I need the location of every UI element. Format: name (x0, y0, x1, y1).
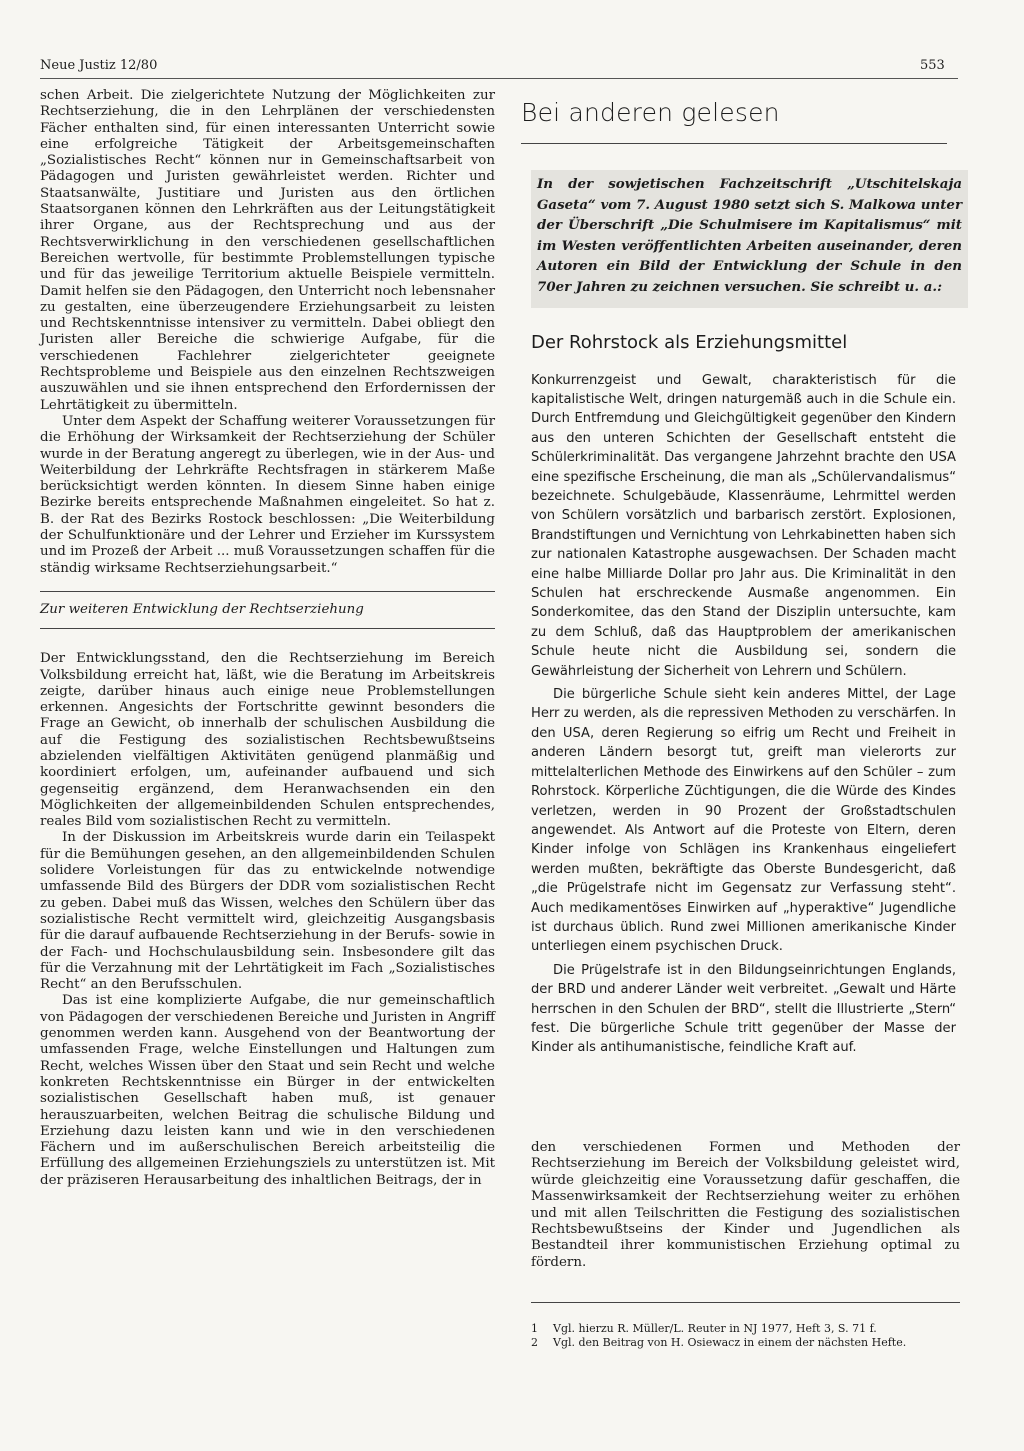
footnote-text: Vgl. den Beitrag von H. Osiewacz in einem der nächsten Hefte. (553, 1336, 907, 1349)
quote-paragraph: Die bürgerliche Schule sieht kein anderes Mittel, der Lage Herr zu werden, als die repressiven Methoden zu verschärfen. In den USA, deren Regierung so eifrig um Recht und Freiheit in anderen Ländern besorgt tut, greift man vielerorts zur mittelalterlichen Methode des Einwirkens auf den Schüler – zum Rohrstock. Körperliche Züchtigungen, die die Würde des Kindes verletzen, werden in 90 Prozent der Großstadtschulen angewendet. Als Antwort auf die Proteste von Eltern, deren Kinder infolge von Schlägen ins Krankenhaus eingeliefert werden mußten, bekräftigte das Oberste Bundesgericht, daß „die Prügelstrafe nicht im Gegensatz zur Verfassung steht“. Auch medikamentöses Einwirken auf „hyperaktive“ Jugendliche ist durchaus üblich. Rund zwei Millionen amerikanische Kinder unterliegen einem psychischen Druck. (531, 687, 956, 955)
body-paragraph: Unter dem Aspekt der Schaffung weiterer Voraussetzungen für die Erhöhung der Wirksamkeit der Rechtserziehung der Schüler wurde in der Beratung angeregt zu überlegen, wie in der Aus- und Weiterbildung der Lehrkräfte Rechtsfragen in stärkerem Maße berücksichtigt werden könnten. In diesem Sinne haben einige Bezirke bereits entsprechende Maßnahmen eingeleitet. So hat z. B. der Rat des Bezirks Rostock beschlossen: „Die Weiterbildung der Schulfunktionäre und der Lehrer und Erzieher im Kurssystem und im Prozeß der Arbeit ... muß Voraussetzungen schaffen für die ständig wirksame Rechtserziehungsarbeit.“ (40, 413, 495, 576)
quoted-article (531, 371, 956, 1058)
footnote-number: 2 (531, 1336, 538, 1349)
body-paragraph: den verschiedenen Formen und Methoden der Rechtserziehung im Bereich der Volksbildung geleistet wird, würde gleichzeitig eine Voraussetzung dafür geschaffen, die Massenwirksamkeit der Rechtserziehung weiter zu erhöhen und mit allen Teilschritten die Festigung des sozialistischen Rechtsbewußtseins der Kinder und Jugendlichen als Bestandteil ihrer kommunistischen Erziehung optimal zu fördern. (531, 1140, 960, 1270)
footnote-number: 1 (531, 1322, 538, 1335)
body-paragraph: schen Arbeit. Die zielgerichtete Nutzung der Möglichkeiten zur Rechtserziehung, die in den Lehrplänen der verschiedensten Fächer enthalten sind, für einen interessanten Unterricht sowie eine erfolgreiche Tätigkeit der Arbeitsgemeinschaften „Sozialistisches Recht“ können nur in Gemeinschaftsarbeit von Pädagogen und Juristen gewährleistet werden. Richter und Staatsanwälte, Justitiare und Juristen aus den örtlichen Staatsorganen können den Lehrkräften aus der Leitungstätigkeit ihrer Organe, aus der Rechtsprechung und aus der Rechtsverwirklichung in den verschiedenen gesellschaftlichen Bereichen wertvolle, für bestimmte Problemstellungen typische und für das jeweilige Territorium aktuelle Beispiele vermitteln. Damit helfen sie den Pädagogen, den Unterricht noch lebensnaher zu gestalten, eine überzeugendere Erziehungsarbeit zu leisten und Rechtskenntnisse intensiver zu vermitteln. Dabei obliegt den Juristen aller Bereiche die schwierige Aufgabe, für die verschiedenen Fachlehrer zielgerichteter geeignete Rechtsprobleme und Beispiele aus den einzelnen Rechtszweigen auszuwählen und sie ihnen entsprechend den Erfordernissen der Lehrtätigkeit zu übermitteln. (40, 88, 495, 413)
body-paragraph: Der Entwicklungsstand, den die Rechtserziehung im Bereich Volksbildung erreicht hat, läßt, wie die Beratung im Arbeitskreis zeigte, darüber hinaus auch einige neue Problemstellungen erkennen. Angesichts der Fortschritte gewinnt besonders die Frage an Gewicht, ob innerhalb der schulischen Ausbildung die auf die Festigung des sozialistischen Rechtsbewußtseins abzielenden vielfältigen Aktivitäten genügend planmäßig und koordiniert erfolgen, um, aufeinander aufbauend und sich gegenseitig ergänzend, dem Heranwachsenden ein den Möglichkeiten der allgemeinbildenden Schulen entsprechendes, reales Bild vom sozialistischen Recht zu vermitteln. (40, 651, 495, 830)
subheading: Zur weiteren Entwicklung der Rechtserziehung (40, 601, 364, 617)
continuation-text (531, 1140, 960, 1271)
footnote (531, 1336, 971, 1350)
header-rule (40, 78, 958, 79)
footnote-text: Vgl. hierzu R. Müller/L. Reuter in NJ 1977, Heft 3, S. 71 f. (553, 1322, 877, 1335)
body-paragraph: In der Diskussion im Arbeitskreis wurde darin ein Teilaspekt für die Bemühungen gesehen, an den allgemeinbildenden Schulen solidere Vorleistungen für das zu entwickelnde notwendige umfassende Bild des Bürgers der DDR vom sozialistischen Recht zu geben. Dabei muß das Wissen, welches den Schülern über das sozialistische Recht vermittelt wird, gleichzeitig Ausgangsbasis für die darauf aufbauende Rechtserziehung in der Berufs- sowie in der Fach- und Hochschulausbildung sein. Insbesondere gilt das für die Verzahnung mit der Lehrtätigkeit im Fach „Sozialistisches Recht“ an den Berufsschulen. (40, 830, 495, 993)
journal-issue: Neue Justiz 12/80 (40, 58, 158, 73)
section-title: Bei anderen gelesen (521, 98, 780, 127)
section-rule (521, 143, 947, 144)
body-paragraph: Das ist eine komplizierte Aufgabe, die nur gemeinschaftlich von Pädagogen der verschiedenen Bereiche und Juristen in Angriff genommen werden kann. Ausgehend von der Beantwortung der umfassenden Frage, welche Einstellungen und Haltungen zum Recht, welches Wissen über den Staat und sein Recht und welche konkreten Rechtskenntnisse ein Bürger in der entwickelten sozialistischen Gesellschaft haben muß, ist genauer herauszuarbeiten, welchen Beitrag die schulische Bildung und Erziehung dazu leisten kann und wie in den verschiedenen Fächern und im außerschulischen Bereich arbeitsteilig die Erfüllung des allgemeinen Erziehungsziels zu unterstützen ist. Mit der präziseren Herausarbeitung des inhaltlichen Beitrags, der in (40, 993, 495, 1188)
left-column (40, 88, 495, 1189)
quote-paragraph: Die Prügelstrafe ist in den Bildungseinrichtungen Englands, der BRD und anderer Länder weit verbreitet. „Gewalt und Härte herrschen in den Schulen der BRD“, stellt die Illustrierte „Stern“ fest. Die bürgerliche Schule tritt gegenüber der Masse der Kinder als antihumanistische, feindliche Kraft auf. (531, 962, 956, 1056)
right-column (515, 88, 962, 1058)
footnote-rule (531, 1302, 960, 1303)
intro-box: In der sowjetischen Fachzeitschrift „Utschitelskaja Gaseta“ vom 7. August 1980 setzt sich S. Malkowa unter der Überschrift „Die Schulmisere im Kapitalismus“ mit im Westen veröffentlichten Arbeiten auseinander, deren Autoren ein Bild der Entwicklung der Schule in den 70er Jahren zu zeichnen versuchen. Sie schreibt u. a.: (531, 170, 968, 308)
subheading-rule (40, 591, 495, 592)
quote-paragraph: Konkurrenzgeist und Gewalt, charakteristisch für die kapitalistische Welt, dringen naturgemäß auch in die Schule ein. Durch Entfremdung und Gleichgültigkeit gegenüber den Kindern aus den unteren Schichten der Gesellschaft entsteht die Schülerkriminalität. Das vergangene Jahrzehnt brachte den USA eine spezifische Erscheinung, die man als „Schülervandalismus“ bezeichnete. Schulgebäude, Klassenräume, Lehrmittel werden von Schülern vorsätzlich und barbarisch zerstört. Explosionen, Brandstiftungen und Vernichtung von Lehrkabinetten haben sich zur nationalen Katastrophe ausgewachsen. Der Schaden macht eine halbe Milliarde Dollar pro Jahr aus. Die Kriminalität in den Schulen hat erschreckende Ausmaße angenommen. Ein Sonderkomitee, das den Stand der Disziplin untersuchte, kam zu dem Schluß, daß das Hauptproblem der amerikanischen Schule heute nicht die Ausbildung sei, sondern die Gewährleistung der Sicherheit von Lehrern und Schülern. (531, 372, 956, 679)
quote-title: Der Rohrstock als Erziehungsmittel (531, 331, 848, 353)
subheading-rule (40, 628, 495, 629)
footnotes (531, 1322, 971, 1350)
footnote (531, 1322, 971, 1336)
page-number: 553 (920, 58, 945, 73)
